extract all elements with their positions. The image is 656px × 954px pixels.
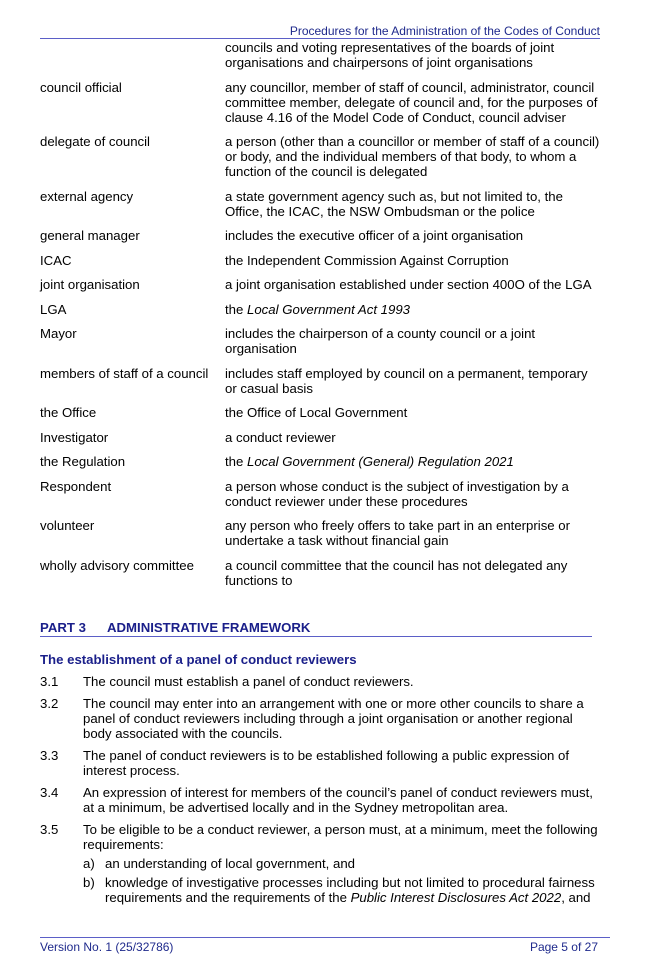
term: members of staff of a council xyxy=(40,365,209,381)
definition-row xyxy=(40,134,602,179)
sub-item-suffix: , and xyxy=(561,890,591,905)
definitions-table xyxy=(40,40,602,597)
part-number: PART 3 xyxy=(40,620,86,635)
clause xyxy=(40,822,602,905)
term: Investigator xyxy=(40,429,109,445)
definition-row xyxy=(40,366,602,396)
meaning xyxy=(225,302,602,317)
meaning-prefix: the xyxy=(225,454,247,469)
clause-number: 3.3 xyxy=(40,748,59,763)
definition-row xyxy=(40,479,602,509)
definition-row xyxy=(40,80,602,125)
definition-row xyxy=(40,253,602,268)
meaning-prefix: the xyxy=(225,301,247,317)
clause-text: The panel of conduct reviewers is to be established following a public expression of interest process. xyxy=(83,748,570,778)
sub-item xyxy=(83,875,602,905)
definition-row xyxy=(40,189,602,219)
term: general manager xyxy=(40,228,140,243)
meaning: a joint organisation established under section 400O of the LGA xyxy=(225,277,592,292)
meaning: a conduct reviewer xyxy=(225,429,336,445)
meaning xyxy=(225,454,602,469)
clause-number: 3.4 xyxy=(40,785,59,800)
sub-item-text: an understanding of local government, and xyxy=(105,856,356,871)
definition-row xyxy=(40,302,602,317)
sub-item xyxy=(83,856,602,871)
definition-row xyxy=(40,326,602,356)
term: wholly advisory committee xyxy=(40,557,194,573)
section-subheading: The establishment of a panel of conduct reviewers xyxy=(40,652,357,667)
act-title: Local Government Act 1993 xyxy=(247,301,410,317)
clause-text: The council must establish a panel of conduct reviewers. xyxy=(83,674,414,689)
clause-number: 3.5 xyxy=(40,822,59,837)
page-header xyxy=(40,23,600,39)
definition-row xyxy=(40,430,602,445)
term: volunteer xyxy=(40,518,95,533)
term: council official xyxy=(40,79,122,95)
term: the Office xyxy=(40,405,97,420)
term: Mayor xyxy=(40,326,77,341)
meaning: a person (other than a councillor or member of staff of a council) or body, and the individual members of that body, to whom a function of the council is delegated xyxy=(225,134,600,179)
term: delegate of council xyxy=(40,134,150,149)
page-footer xyxy=(40,937,610,954)
clause-number: 3.1 xyxy=(40,674,59,689)
term: joint organisation xyxy=(40,277,140,292)
sub-item-text: knowledge of investigative processes including but not limited to procedural fairness requirements and the requirements of the xyxy=(105,875,595,905)
definition-row xyxy=(40,454,602,469)
clause xyxy=(40,696,602,741)
meaning: includes the chairperson of a county council or a joint organisation xyxy=(225,326,536,356)
clause xyxy=(40,674,602,689)
term: external agency xyxy=(40,188,134,204)
sub-item-label: b) xyxy=(83,875,95,890)
meaning: the Office of Local Government xyxy=(225,405,408,420)
meaning: any councillor, member of staff of council, administrator, council committee member, delegate of council and, for the purposes of clause 4.16 of the Model Code of Conduct, council adviser xyxy=(225,79,598,125)
sub-item-label: a) xyxy=(83,856,95,871)
clause-list xyxy=(40,674,602,912)
meaning: a council committee that the council has not delegated any functions to xyxy=(225,557,568,588)
meaning: a state government agency such as, but not limited to, the Office, the ICAC, the NSW Ombudsman or the police xyxy=(225,188,563,219)
term: the Regulation xyxy=(40,454,126,469)
sub-item-body xyxy=(105,875,602,905)
meaning: includes the executive officer of a joint organisation xyxy=(225,228,524,243)
term: LGA xyxy=(40,301,67,317)
clause-body xyxy=(83,822,602,905)
part-title: ADMINISTRATIVE FRAMEWORK xyxy=(107,620,311,635)
definition-row xyxy=(40,40,602,70)
regulation-title: Local Government (General) Regulation 2021 xyxy=(247,454,514,469)
definition-row xyxy=(40,277,602,292)
version-number: Version No. 1 (25/32786) xyxy=(40,940,174,954)
definition-row xyxy=(40,228,602,243)
definition-row xyxy=(40,405,602,420)
meaning: the Independent Commission Against Corruption xyxy=(225,252,509,268)
act-title: Public Interest Disclosures Act 2022 xyxy=(350,890,562,905)
clause-number: 3.2 xyxy=(40,696,59,711)
clause-text: To be eligible to be a conduct reviewer, a person must, at a minimum, meet the following requirements: xyxy=(83,822,598,852)
meaning: any person who freely offers to take part in an enterprise or undertake a task without financial gain xyxy=(225,518,571,548)
clause-text: An expression of interest for members of the council’s panel of conduct reviewers must, at a minimum, be advertised locally and in the Sydney metropolitan area. xyxy=(83,785,593,815)
definition-row xyxy=(40,558,602,588)
meaning: councils and voting representatives of the boards of joint organisations and chairpersons of joint organisations xyxy=(225,40,555,70)
clause xyxy=(40,748,602,778)
meaning: a person whose conduct is the subject of investigation by a conduct reviewer under these procedures xyxy=(225,478,569,509)
meaning: includes staff employed by council on a permanent, temporary or casual basis xyxy=(225,365,588,396)
term: Respondent xyxy=(40,478,112,494)
part-heading xyxy=(40,620,592,637)
document-title: Procedures for the Administration of the Codes of Conduct xyxy=(289,24,600,38)
term xyxy=(40,40,225,70)
definition-row xyxy=(40,518,602,548)
clause xyxy=(40,785,602,815)
term: ICAC xyxy=(40,252,72,268)
page-number: Page 5 of 27 xyxy=(529,940,598,954)
clause-text: The council may enter into an arrangement with one or more other councils to share a panel of conduct reviewers including through a joint organisation or another regional body associated with the councils. xyxy=(83,696,584,741)
